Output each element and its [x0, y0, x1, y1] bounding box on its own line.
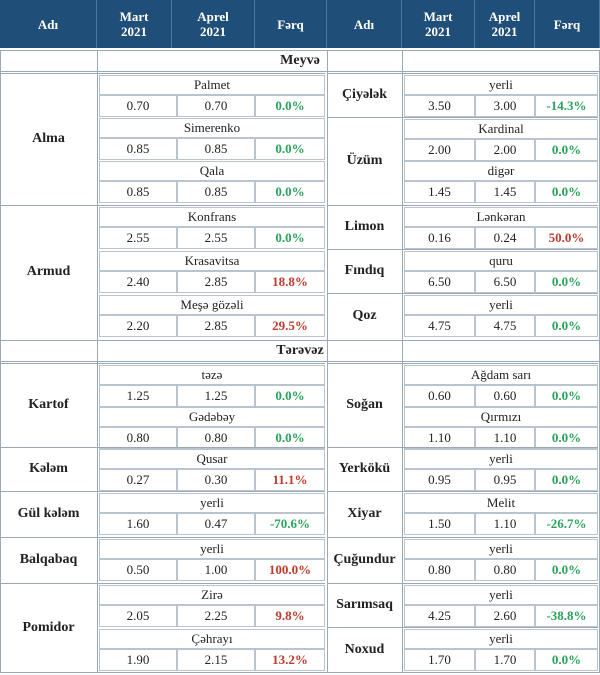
right-sub-10-0: yerli	[404, 629, 598, 649]
divider-center	[327, 50, 328, 672]
left-mart-0-0: 0.70	[99, 95, 177, 117]
right-sub-2-0: Lənkəran	[404, 207, 598, 227]
left-ferq-3-0: 11.1%	[255, 469, 325, 491]
right-mart-9-0: 4.25	[404, 605, 475, 627]
right-mart-1-1: 1.45	[404, 181, 475, 203]
left-sub-0-1: Simerenko	[99, 118, 325, 138]
header-right-0: Adı	[327, 0, 402, 48]
right-mart-7-0: 1.50	[404, 513, 475, 535]
right-aprel-7-0: 1.10	[475, 513, 535, 535]
left-group-line-4	[0, 491, 325, 492]
left-mart-1-1: 2.40	[99, 271, 177, 293]
left-ferq-0-0: 0.0%	[255, 95, 325, 117]
left-sub-5-0: yerli	[99, 539, 325, 559]
left-aprel-1-1: 2.85	[177, 271, 255, 293]
right-mart-6-0: 0.95	[404, 469, 475, 491]
right-sub-3-0: quru	[404, 251, 598, 271]
header-left-1: Mart 2021	[97, 0, 172, 48]
left-aprel-5-0: 1.00	[177, 559, 255, 581]
left-sub-4-0: yerli	[99, 493, 325, 513]
section-tereve: Tərəvəz	[0, 340, 600, 362]
right-group-line-1	[327, 117, 598, 118]
left-aprel-1-2: 2.85	[177, 315, 255, 337]
right-ferq-5-1: 0.0%	[535, 427, 598, 449]
right-aprel-5-1: 1.10	[475, 427, 535, 449]
right-name-1: Üzüm	[346, 153, 383, 168]
left-name-3: Kələm	[29, 461, 68, 476]
left-group-line-6	[0, 583, 325, 584]
right-sub-0-0: yerli	[404, 75, 598, 95]
left-mart-0-2: 0.85	[99, 181, 177, 203]
left-aprel-0-2: 0.85	[177, 181, 255, 203]
right-name-9: Sarımsaq	[336, 597, 393, 612]
left-sub-6-0: Zirə	[99, 585, 325, 605]
left-aprel-6-0: 2.25	[177, 605, 255, 627]
right-aprel-2-0: 0.24	[475, 227, 535, 249]
right-group-line-3	[327, 249, 598, 250]
right-mart-2-0: 0.16	[404, 227, 475, 249]
right-name-0: Çiyələk	[341, 87, 388, 102]
left-aprel-2-0: 1.25	[177, 385, 255, 407]
left-mart-1-2: 2.20	[99, 315, 177, 337]
right-name-8: Çuğundur	[333, 552, 396, 567]
left-mart-4-0: 1.60	[99, 513, 177, 535]
left-mart-5-0: 0.50	[99, 559, 177, 581]
left-name-4: Gül kələm	[17, 506, 80, 521]
right-name-3: Fındıq	[344, 263, 385, 278]
left-ferq-6-0: 9.8%	[255, 605, 325, 627]
left-mart-1-0: 2.55	[99, 227, 177, 249]
left-ferq-2-0: 0.0%	[255, 385, 325, 407]
left-ferq-6-1: 13.2%	[255, 649, 325, 671]
right-group-line-0	[327, 73, 598, 74]
left-aprel-2-1: 0.80	[177, 427, 255, 449]
header-right-2: Aprel 2021	[475, 0, 535, 48]
right-ferq-1-1: 0.0%	[535, 181, 598, 203]
right-mart-3-0: 6.50	[404, 271, 475, 293]
left-sub-0-2: Qala	[99, 161, 325, 181]
left-group-line-2	[0, 363, 325, 364]
right-group-line-7	[327, 491, 598, 492]
right-aprel-5-0: 0.60	[475, 385, 535, 407]
right-mart-8-0: 0.80	[404, 559, 475, 581]
left-group-line-3	[0, 447, 325, 448]
left-aprel-4-0: 0.47	[177, 513, 255, 535]
right-aprel-10-0: 1.70	[475, 649, 535, 671]
left-name-2: Kartof	[28, 397, 69, 412]
right-ferq-3-0: 0.0%	[535, 271, 598, 293]
right-group-line-6	[327, 447, 598, 448]
right-group-line-9	[327, 583, 598, 584]
right-ferq-4-0: 0.0%	[535, 315, 598, 337]
left-ferq-1-0: 0.0%	[255, 227, 325, 249]
header-left-0: Adı	[0, 0, 97, 48]
right-ferq-5-0: 0.0%	[535, 385, 598, 407]
left-ferq-0-2: 0.0%	[255, 181, 325, 203]
left-mart-3-0: 0.27	[99, 469, 177, 491]
left-sub-1-1: Krasavitsa	[99, 251, 325, 271]
left-ferq-1-2: 29.5%	[255, 315, 325, 337]
right-ferq-9-0: -38.8%	[535, 605, 598, 627]
right-aprel-3-0: 6.50	[475, 271, 535, 293]
left-aprel-0-1: 0.85	[177, 138, 255, 160]
right-aprel-8-0: 0.80	[475, 559, 535, 581]
right-group-line-4	[327, 293, 598, 294]
right-name-2: Limon	[344, 219, 385, 234]
left-ferq-2-1: 0.0%	[255, 427, 325, 449]
left-aprel-6-1: 2.15	[177, 649, 255, 671]
left-name-5: Balqabaq	[19, 552, 78, 567]
header-left-2: Aprel 2021	[172, 0, 255, 48]
left-name-0: Alma	[32, 131, 65, 146]
left-name-1: Armud	[26, 264, 71, 279]
right-ferq-10-0: 0.0%	[535, 649, 598, 671]
right-sub-9-0: yerli	[404, 585, 598, 605]
table-bottom-line	[0, 672, 600, 673]
left-sub-1-0: Konfrans	[99, 207, 325, 227]
right-sub-5-0: Ağdam sarı	[404, 365, 598, 385]
right-mart-10-0: 1.70	[404, 649, 475, 671]
left-group-line-5	[0, 537, 325, 538]
right-ferq-1-0: 0.0%	[535, 139, 598, 161]
left-mart-0-1: 0.85	[99, 138, 177, 160]
left-mart-6-0: 2.05	[99, 605, 177, 627]
left-aprel-3-0: 0.30	[177, 469, 255, 491]
right-name-5: Soğan	[346, 397, 383, 412]
right-ferq-8-0: 0.0%	[535, 559, 598, 581]
header-right-3: Fərq	[535, 0, 600, 48]
right-group-line-10	[327, 627, 598, 628]
right-sub-1-0: Kardinal	[404, 119, 598, 139]
right-group-line-8	[327, 537, 598, 538]
right-sub-4-0: yerli	[404, 295, 598, 315]
right-ferq-2-0: 50.0%	[535, 227, 598, 249]
right-name-10: Noxud	[344, 642, 385, 657]
right-name-6: Yerkökü	[338, 461, 391, 476]
right-aprel-9-0: 2.60	[475, 605, 535, 627]
right-name-7: Xiyar	[347, 506, 382, 521]
right-sub-6-0: yerli	[404, 449, 598, 469]
right-mart-0-0: 3.50	[404, 95, 475, 117]
right-ferq-6-0: 0.0%	[535, 469, 598, 491]
left-mart-2-0: 1.25	[99, 385, 177, 407]
right-sub-8-0: yerli	[404, 539, 598, 559]
left-sub-6-1: Çəhrayı	[99, 629, 325, 649]
right-sub-5-1: Qırmızı	[404, 407, 598, 427]
left-group-line-0	[0, 73, 325, 74]
right-mart-1-0: 2.00	[404, 139, 475, 161]
right-aprel-0-0: 3.00	[475, 95, 535, 117]
right-mart-5-1: 1.10	[404, 427, 475, 449]
divider-left-edge	[0, 50, 1, 672]
right-sub-1-1: digər	[404, 161, 598, 181]
right-aprel-1-1: 1.45	[475, 181, 535, 203]
left-aprel-0-0: 0.70	[177, 95, 255, 117]
right-mart-5-0: 0.60	[404, 385, 475, 407]
header-left-3: Fərq	[255, 0, 327, 48]
right-ferq-0-0: -14.3%	[535, 95, 598, 117]
right-ferq-7-0: -26.7%	[535, 513, 598, 535]
left-mart-6-1: 1.90	[99, 649, 177, 671]
right-sub-7-0: Melit	[404, 493, 598, 513]
divider-left-name	[97, 50, 98, 672]
left-sub-1-2: Meşə gözəli	[99, 295, 325, 315]
left-name-6: Pomidor	[22, 620, 75, 635]
right-group-line-5	[327, 363, 598, 364]
left-ferq-5-0: 100.0%	[255, 559, 325, 581]
header-right-1: Mart 2021	[402, 0, 475, 48]
left-ferq-0-1: 0.0%	[255, 138, 325, 160]
left-sub-2-1: Gədəbəy	[99, 407, 325, 427]
right-group-line-2	[327, 205, 598, 206]
right-aprel-6-0: 0.95	[475, 469, 535, 491]
left-sub-0-0: Palmet	[99, 75, 325, 95]
right-mart-4-0: 4.75	[404, 315, 475, 337]
right-aprel-1-0: 2.00	[475, 139, 535, 161]
left-group-line-1	[0, 205, 325, 206]
right-aprel-4-0: 4.75	[475, 315, 535, 337]
section-meyve: Meyvə	[0, 50, 600, 72]
right-name-4: Qoz	[352, 308, 377, 323]
left-mart-2-1: 0.80	[99, 427, 177, 449]
left-ferq-1-1: 18.8%	[255, 271, 325, 293]
left-sub-3-0: Qusar	[99, 449, 325, 469]
divider-right-name	[402, 50, 403, 672]
left-ferq-4-0: -70.6%	[255, 513, 325, 535]
left-sub-2-0: təzə	[99, 365, 325, 385]
left-aprel-1-0: 2.55	[177, 227, 255, 249]
